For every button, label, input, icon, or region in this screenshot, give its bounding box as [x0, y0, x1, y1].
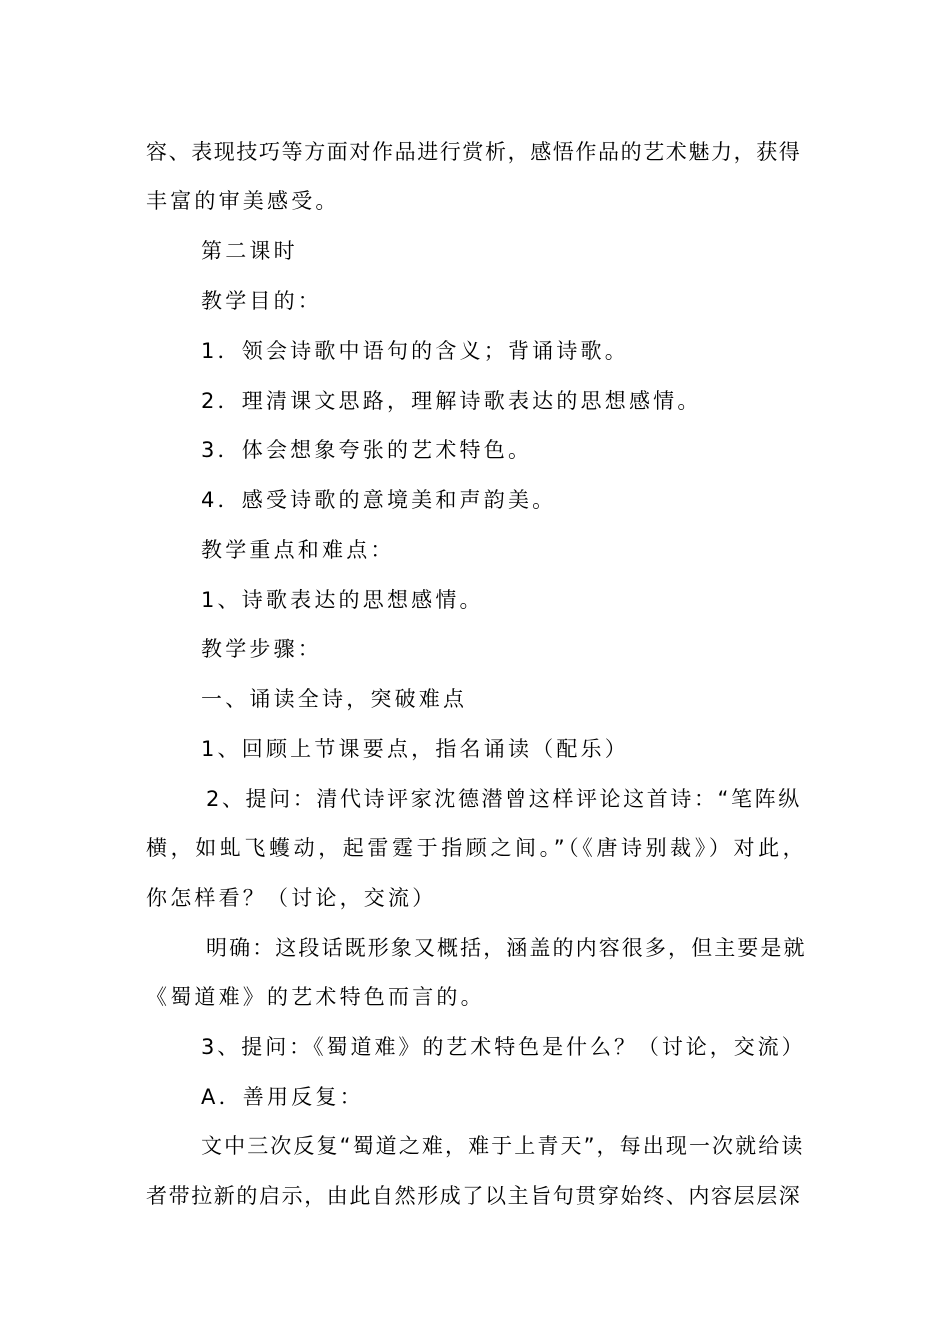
list-item: 1．领会诗歌中语句的含义；背诵诗歌。 [201, 339, 629, 363]
text-line: 你怎样看？（讨论，交流） [146, 886, 437, 910]
section-heading: 教学目的： [201, 289, 322, 313]
text-line: 者带拉新的启示，由此自然形成了以主旨句贯穿始终、内容层层深 [146, 1184, 802, 1208]
text-line: 2、提问：清代诗评家沈德潜曾这样评论这首诗：“笔阵纵 [206, 787, 802, 811]
text-line: 明确：这段话既形象又概括，涵盖的内容很多，但主要是就 [206, 936, 807, 960]
text-line: 文中三次反复“蜀道之难，难于上青天”，每出现一次就给读 [201, 1134, 805, 1158]
text-line: 《蜀道难》的艺术特色而言的。 [146, 985, 485, 1009]
section-heading: 第二课时 [201, 239, 298, 263]
text-line: 容、表现技巧等方面对作品进行赏析，感悟作品的艺术魅力，获得 [146, 140, 802, 164]
text-line: 横，如虬飞蠖动，起雷霆于指顾之间。”（《唐诗别裁》）对此， [146, 836, 808, 860]
list-item: 3．体会想象夸张的艺术特色。 [201, 438, 533, 462]
list-item: 1、回顾上节课要点，指名诵读（配乐） [201, 737, 629, 761]
section-heading: 一、诵读全诗，突破难点 [201, 687, 468, 711]
section-heading: A．善用反复： [201, 1085, 364, 1109]
text-line: 丰富的审美感受。 [146, 189, 340, 213]
text-line: 3、提问：《蜀道难》的艺术特色是什么？（讨论，交流） [201, 1035, 806, 1059]
list-item: 4．感受诗歌的意境美和声韵美。 [201, 488, 557, 512]
list-item: 2．理清课文思路，理解诗歌表达的思想感情。 [201, 389, 702, 413]
list-item: 1、诗歌表达的思想感情。 [201, 588, 484, 612]
section-heading: 教学步骤： [201, 637, 322, 661]
section-heading: 教学重点和难点： [201, 538, 395, 562]
